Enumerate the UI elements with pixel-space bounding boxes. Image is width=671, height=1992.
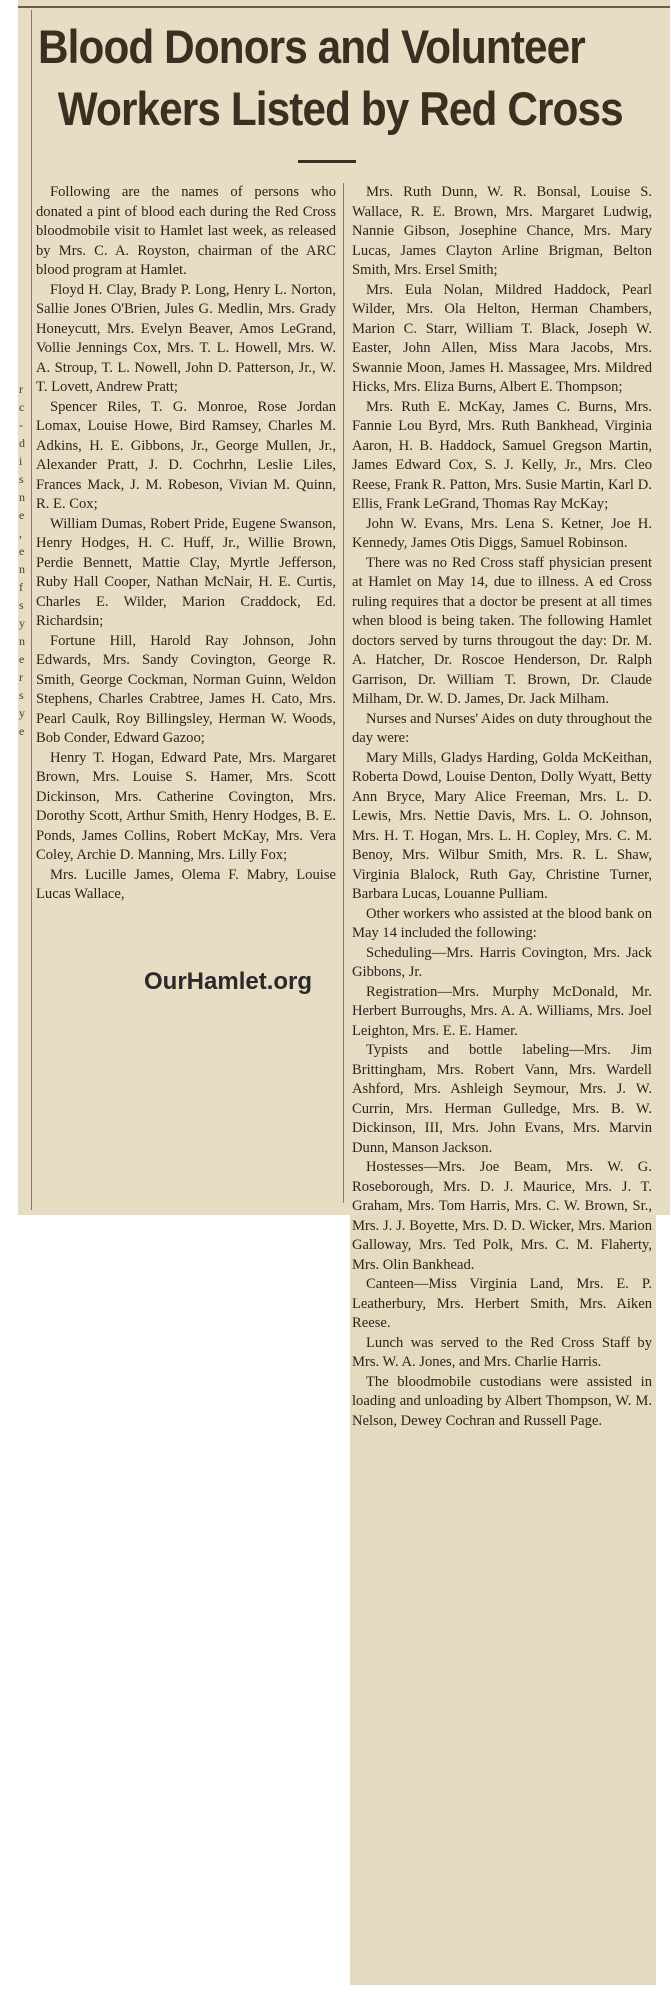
margin-mark: f (19, 580, 23, 594)
margin-mark: e (19, 724, 25, 738)
left-column-paragraph: Mrs. Lucille James, Olema F. Mabry, Louise Lucas Wallace, (36, 866, 336, 902)
right-column-paragraph: Canteen—Miss Virginia Land, Mrs. E. P. Leatherbury, Mrs. Herbert Smith, Mrs. Aiken Reese. (352, 1276, 652, 1331)
right-column-paragraph: Mrs. Ruth Dunn, W. R. Bonsal, Louise S. Wallace, R. E. Brown, Mrs. Margaret Ludwig, Nannie Gibson, Josephine Chance, Mrs. Mary Lucas, James Clayton Arline Brigman, Belton Smith, Mrs. Ersel Smith; (352, 184, 652, 278)
right-column-paragraph: Mrs. Eula Nolan, Mildred Haddock, Pearl Wilder, Mrs. Ola Helton, Herman Chambers, Marion C. Starr, William T. Black, Joseph W. Easter, John Allen, Miss Mara Jacobs, Mrs. Swannie Moon, James H. Massagee, Mrs. Mildred Hicks, Mrs. Eliza Burns, Albert E. Thompson; (352, 281, 652, 395)
top-rule (18, 6, 670, 8)
article-column-left (36, 183, 336, 905)
column-divider (343, 183, 344, 1203)
right-column-paragraph: Other workers who assisted at the blood bank on May 14 included the following: (352, 905, 652, 941)
margin-mark: n (19, 634, 25, 648)
left-column-paragraph: William Dumas, Robert Pride, Eugene Swanson, Henry Hodges, H. C. Huff, Jr., Willie Brown, Perdie Bennett, Mattie Clay, Myrtle Jefferson, Ruby Hall Cooper, Nathan McNair, H. E. Curtis, Charles E. Wilder, Marion Craddock, Ed. Richardsin; (36, 515, 336, 629)
margin-mark: , (19, 526, 22, 540)
left-column-paragraph: Floyd H. Clay, Brady P. Long, Henry L. Norton, Sallie Jones O'Brien, Jules G. Medlin, Mrs. Grady Honeycutt, Mrs. Evelyn Beaver, Amos LeGrand, Vollie Jennings Cox, Mrs. T. L. Howell, Mrs. W. A. Stroup, T. L. Nowell, John D. Patterson, Jr., W. T. Lovett, Andrew Pratt; (36, 281, 336, 395)
watermark: OurHamlet.org (140, 968, 316, 996)
left-column-paragraph: Following are the names of persons who donated a pint of blood each during the Red Cross bloodmobile visit to Hamlet last week, as released by Mrs. C. A. Royston, chairman of the ARC blood program at Hamlet. (36, 184, 336, 278)
margin-mark: y (19, 616, 25, 630)
right-column-paragraph: There was no Red Cross staff physician present at Hamlet on May 14, due to illness. A ed Cross ruling requires that a doctor be present at all times when blood is being taken. The following Hamlet doctors served by turns througout the day: Dr. M. A. Hatcher, Dr. Roscoe Henderson, Dr. Ralph Garrison, Dr. William T. Brown, Dr. Claude Milham, Dr. W. D. James, Dr. Jack Milham. (352, 554, 652, 707)
left-column-paragraph: Henry T. Hogan, Edward Pate, Mrs. Margaret Brown, Mrs. Louise S. Hamer, Mrs. Scott Dickinson, Mrs. Catherine Covington, Mrs. Dorothy Scott, Arthur Smith, Henry Hodges, B. E. Ponds, James Collins, Robert McKay, Mrs. Vera Coley, Archie D. Manning, Mrs. Lilly Fox; (36, 749, 336, 863)
right-column-paragraph: Registration—Mrs. Murphy McDonald, Mr. Herbert Burroughs, Mrs. A. A. Williams, Mrs. Joel Leighton, Mrs. E. E. Hamer. (352, 983, 652, 1039)
margin-mark: e (19, 652, 25, 666)
margin-mark: r (19, 670, 23, 684)
right-column-paragraph: Scheduling—Mrs. Harris Covington, Mrs. Jack Gibbons, Jr. (352, 944, 652, 980)
margin-mark: e (19, 508, 25, 522)
left-column-rule (31, 10, 32, 1210)
margin-mark: s (19, 472, 24, 486)
right-column-paragraph: Mrs. Ruth E. McKay, James C. Burns, Mrs. Fannie Lou Byrd, Mrs. Ruth Bankhead, Virginia Aaron, H. B. Haddock, Samuel Gregson Martin, James Edward Cox, S. J. Kelly, Jr., Mrs. Cleo Reese, Frank R. Patton, Mrs. Susie Martin, Karl D. Ellis, Frank LeGrand, Thomas Ray McKay; (352, 398, 652, 512)
left-column-paragraph: Spencer Riles, T. G. Monroe, Rose Jordan Lomax, Louise Howe, Bird Ramsey, Charles M. Adkins, H. E. Gibbons, Jr., George Mullen, Jr., Alexander Pratt, J. D. Cochrhn, Leslie Liles, Frances Mack, J. M. Robeson, Vivian M. Quinn, R. E. Cox; (36, 398, 336, 512)
left-column-paragraph: Fortune Hill, Harold Ray Johnson, John Edwards, Mrs. Sandy Covington, George R. Smith, George Cockman, Norman Guinn, Weldon Stephens, Charles Crabtree, James H. Cato, Mrs. Pearl Caulk, Roy Billingsley, Herman W. Woods, Bob Conder, Edward Gazoo; (36, 632, 336, 746)
margin-mark: y (19, 706, 25, 720)
right-column-paragraph: John W. Evans, Mrs. Lena S. Ketner, Joe H. Kennedy, James Otis Diggs, Samuel Robinson. (352, 515, 652, 551)
margin-mark: d (19, 436, 25, 450)
margin-mark: s (19, 688, 24, 702)
headline-line-2: Workers Listed by Red Cross (57, 82, 623, 135)
right-column-paragraph: Hostesses—Mrs. Joe Beam, Mrs. W. G. Roseborough, Mrs. D. J. Maurice, Mrs. J. T. Graham, Mrs. Tom Harris, Mrs. C. W. Brown, Sr., Mrs. J. J. Boyette, Mrs. D. D. Wicker, Mrs. Marion Galloway, Mrs. Ted Polk, Mrs. C. M. Flaherty, Mrs. Olin Bankhead. (352, 1159, 652, 1273)
right-column-paragraph: The bloodmobile custodians were assisted in loading and unloading by Albert Thompson, W. M. Nelson, Dewey Cochran and Russell Page. (352, 1373, 652, 1429)
margin-mark: r (19, 382, 23, 396)
right-column-paragraph: Mary Mills, Gladys Harding, Golda McKeithan, Roberta Dowd, Louise Denton, Dolly Wyatt, Betty Ann Bryce, Mary Alice Freeman, Mrs. L. D. Lewis, Mrs. Nettie Davis, Mrs. L. O. Johnson, Mrs. H. T. Hogan, Mrs. L. H. Copley, Mrs. C. M. Benoy, Mrs. Wilbur Smith, Mrs. R. L. Shaw, Virginia Blalock, Ruth Gay, Christine Turner, Barbara Lucas, Louanne Pulliam. (352, 749, 652, 902)
margin-mark: i (19, 454, 23, 468)
margin-mark: - (19, 418, 23, 432)
article-column-right (352, 183, 652, 1431)
right-column-paragraph: Typists and bottle labeling—Mrs. Jim Brittingham, Mrs. Robert Vann, Mrs. Wardell Ashford, Mrs. Ashleigh Seymour, Mrs. J. W. Currin, Mrs. Herman Gulledge, Mrs. B. W. Dickinson, III, Mrs. John Evans, Mrs. Marvin Dunn, Manson Jackson. (352, 1042, 652, 1156)
margin-mark: n (19, 490, 25, 504)
margin-mark: e (19, 544, 25, 558)
margin-mark: c (19, 400, 25, 414)
headline-line-1: Blood Donors and Volunteer (38, 20, 585, 73)
headline (38, 16, 623, 140)
margin-mark: n (19, 562, 25, 576)
headline-rule (298, 160, 356, 163)
margin-mark: s (19, 598, 24, 612)
right-column-paragraph: Lunch was served to the Red Cross Staff by Mrs. W. A. Jones, and Mrs. Charlie Harris. (352, 1334, 652, 1370)
margin-marks (19, 380, 29, 740)
right-column-paragraph: Nurses and Nurses' Aides on duty throughout the day were: (352, 710, 652, 746)
